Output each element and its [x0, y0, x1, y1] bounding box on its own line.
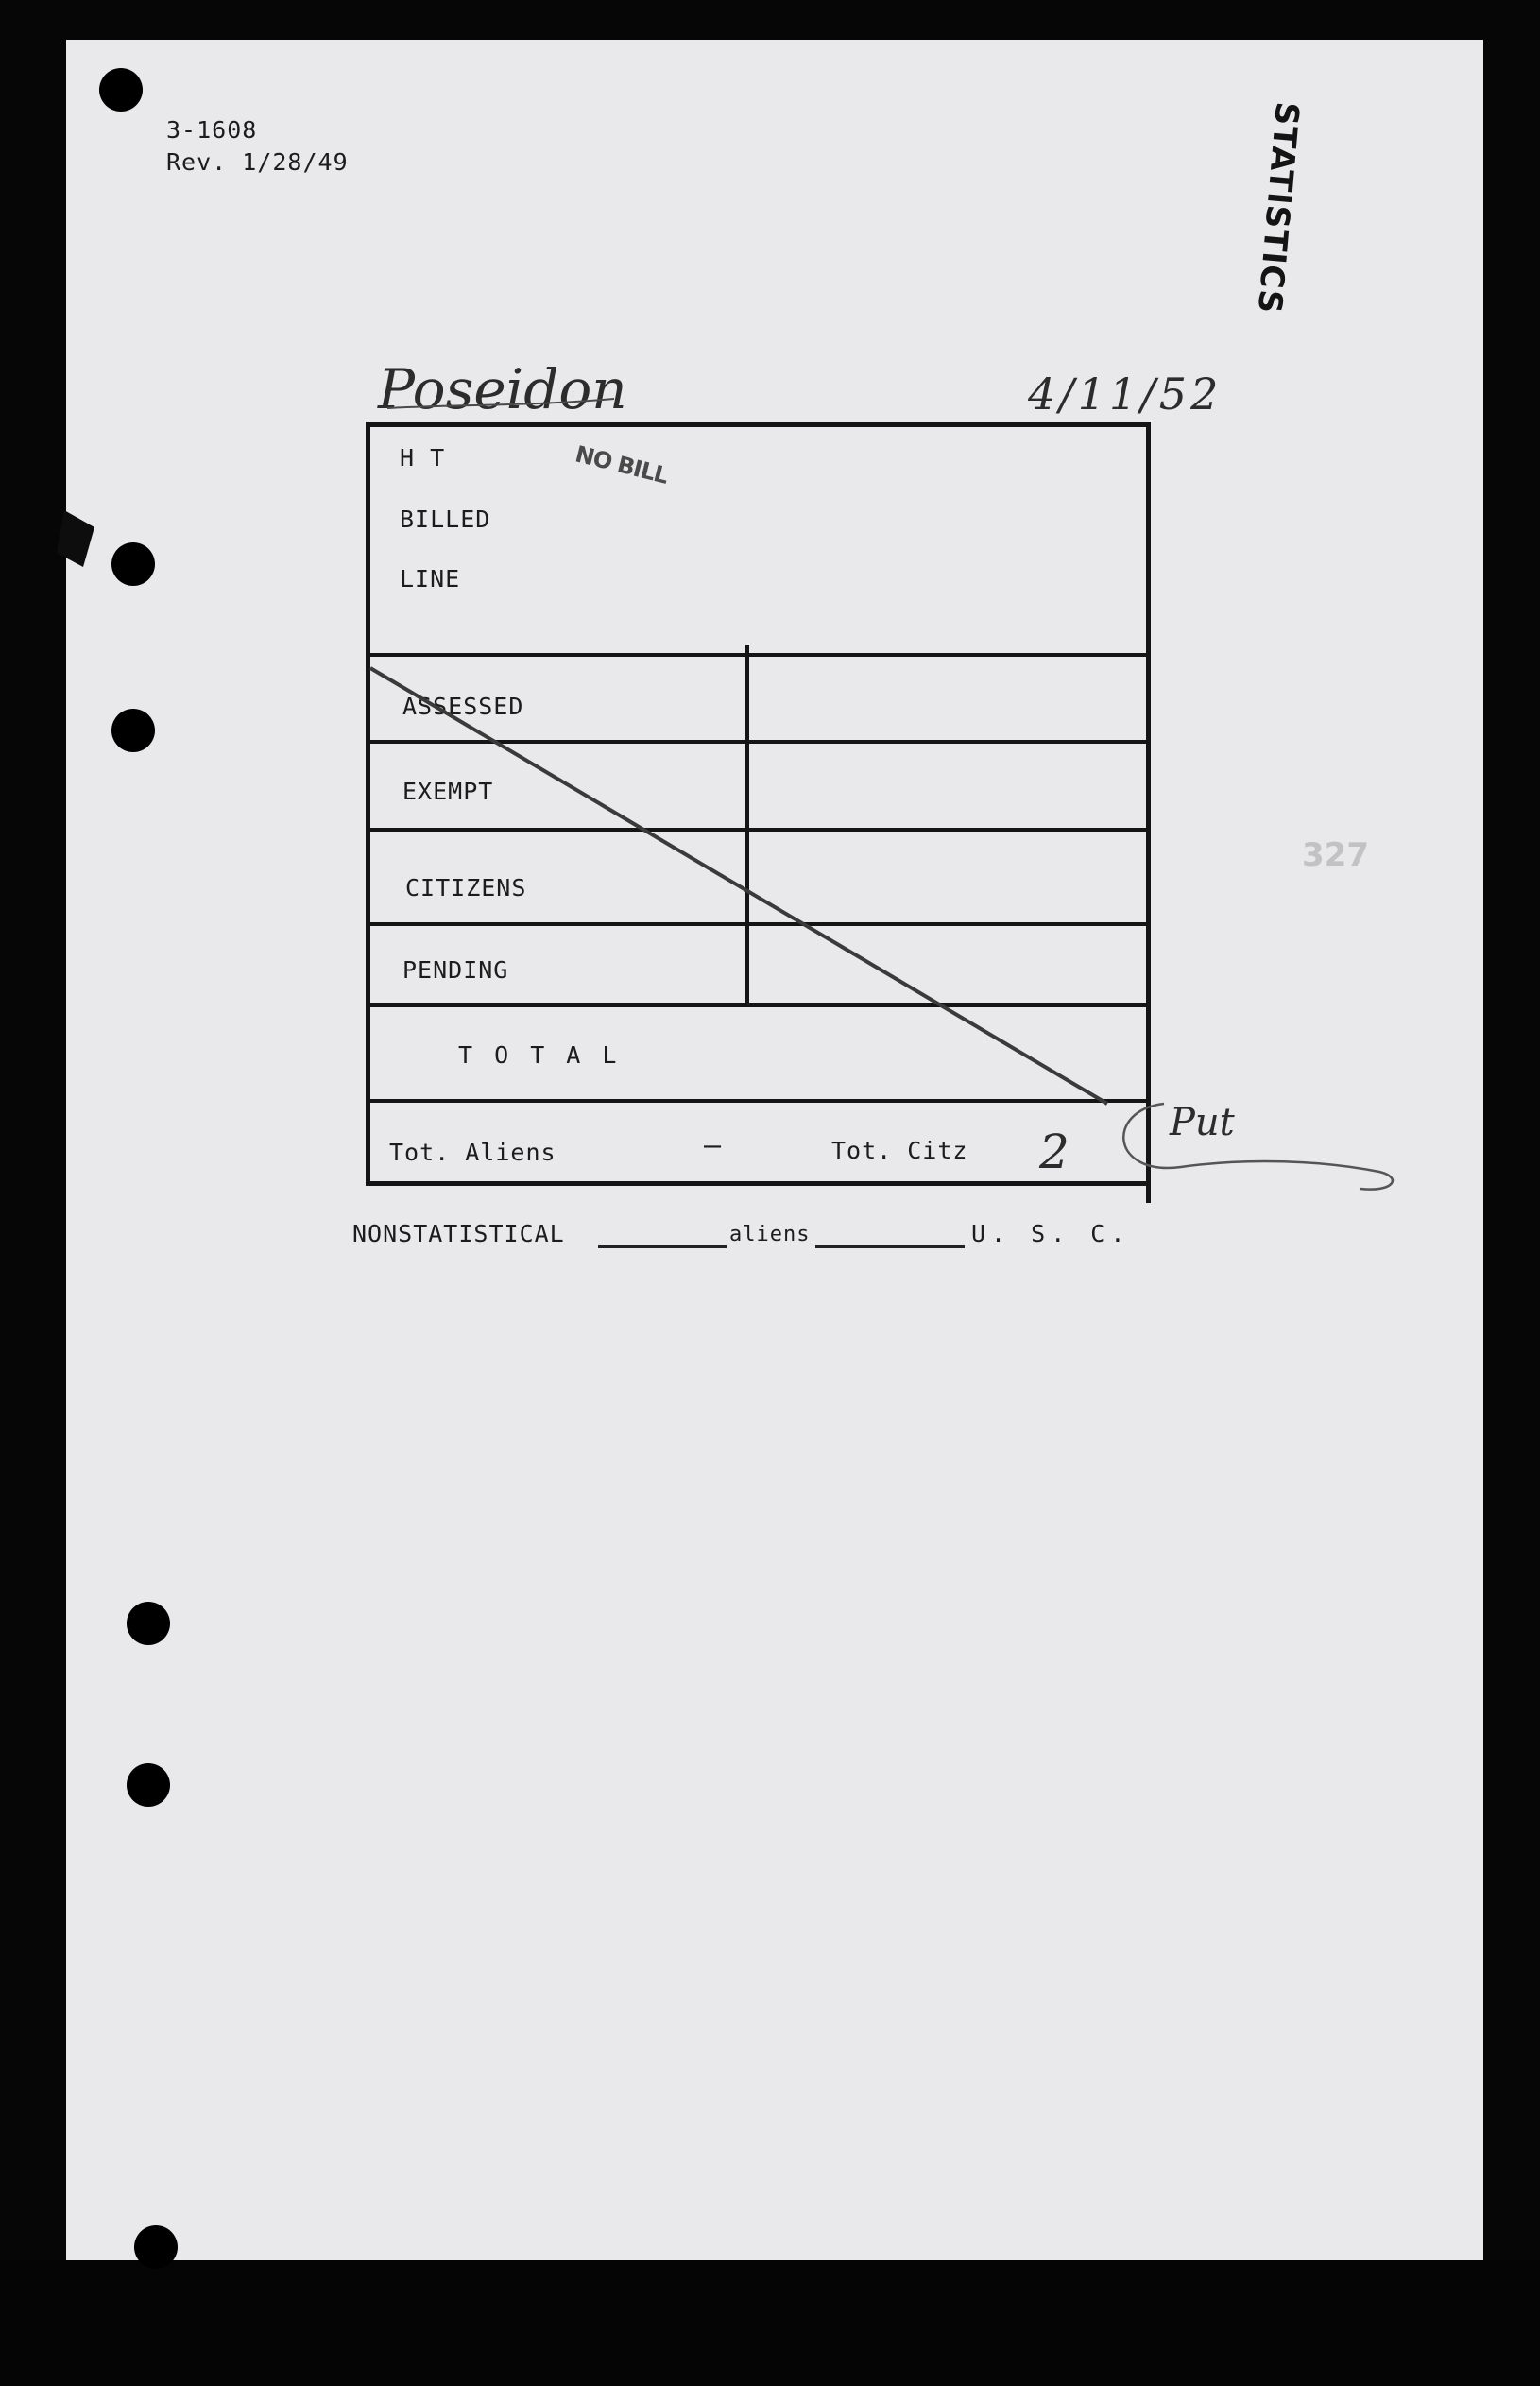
- usc-label: U. S. C.: [971, 1220, 1131, 1247]
- statistical-stamp: STATISTICS: [1249, 100, 1307, 316]
- row-label-exempt: EXEMPT: [402, 778, 494, 805]
- tot-aliens-value: —: [704, 1129, 723, 1162]
- initials-flourish: [1123, 1104, 1393, 1190]
- row-label-assessed: ASSESSED: [402, 693, 524, 720]
- arrival-date: 4/11/52: [1028, 369, 1223, 420]
- tot-citizens-label: Tot. Citz: [831, 1137, 968, 1164]
- box-header-line: BILLED: [400, 506, 491, 533]
- box-header-line: LINE: [400, 565, 461, 592]
- vessel-name: Poseidon: [378, 357, 627, 421]
- no-bill-stamp: NO BILL: [573, 440, 671, 489]
- bleed-through-number: 327: [1302, 836, 1369, 874]
- box-header-line: H T: [400, 444, 446, 472]
- tot-aliens-label: Tot. Aliens: [389, 1139, 556, 1166]
- tot-citizens-value: 2: [1039, 1124, 1069, 1179]
- aliens-label: aliens: [729, 1223, 811, 1246]
- total-label: T O T A L: [458, 1041, 621, 1069]
- fill-line: [815, 1245, 965, 1248]
- form-number: 3-1608: [166, 116, 258, 144]
- handwritten-underline: [387, 399, 614, 408]
- row-label-citizens: CITIZENS: [405, 874, 527, 901]
- row-label-pending: PENDING: [402, 956, 509, 984]
- cancel-diagonal-line: [370, 668, 1107, 1104]
- form-revision: Rev. 1/28/49: [166, 148, 349, 176]
- nonstatistical-label: NONSTATISTICAL: [352, 1220, 565, 1247]
- inspector-initials: Put: [1170, 1101, 1235, 1144]
- fill-line: [598, 1245, 727, 1248]
